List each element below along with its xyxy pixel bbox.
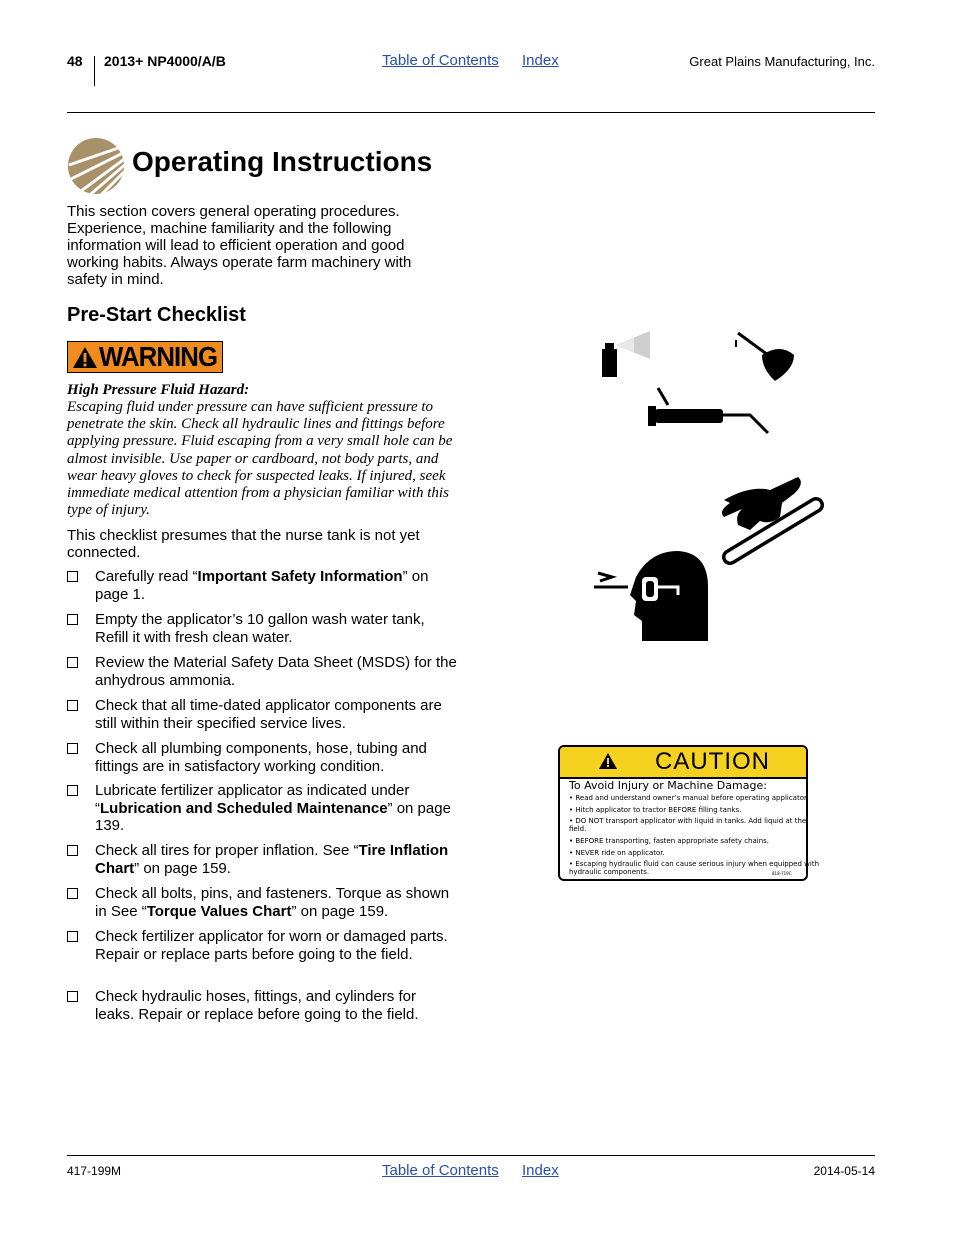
checklist-text: ” on page 1. [95, 568, 429, 603]
checkbox-icon [67, 931, 78, 942]
caution-triangle-icon [598, 752, 618, 770]
checklist-text: ” on page 159. [291, 902, 389, 920]
warning-label [67, 341, 223, 373]
caution-item: • NEVER ride on applicator. [569, 849, 665, 857]
checklist-text: Lubricate fertilizer applicator as indicated under “ [95, 782, 410, 817]
header-toc-link[interactable]: Table of Contents [382, 52, 499, 69]
footer-toc-link[interactable]: Table of Contents [382, 1162, 499, 1179]
warning-heading: High Pressure Fluid Hazard: [67, 382, 250, 398]
checklist-ref: Important Safety Information [197, 568, 403, 585]
checklist-item [67, 654, 457, 689]
checkbox-icon [67, 657, 78, 668]
header-index-link[interactable]: Index [522, 52, 559, 69]
checklist-item [67, 611, 457, 646]
page-number: 48 [67, 53, 83, 69]
safety-illustration [590, 325, 840, 655]
head-goggles-icon [594, 551, 708, 641]
checklist-text: Check fertilizer applicator for worn or damaged parts. Repair or replace parts before going to the field. [95, 928, 448, 963]
checklist-item [67, 740, 457, 775]
caution-heading: To Avoid Injury or Machine Damage: [569, 779, 767, 792]
caution-header [560, 747, 808, 779]
oil-can-icon [736, 333, 794, 381]
checklist-intro: This checklist presumes that the nurse tank is not yet connected. [67, 527, 420, 561]
checklist-text: ” on page 159. [134, 859, 231, 877]
checklist-text: Empty the applicator’s 10 gallon wash water tank, Refill it with fresh clean water. [95, 611, 425, 646]
checklist-item [67, 842, 457, 877]
checklist-ref: Torque Values Chart [146, 902, 292, 920]
checklist-text: Check hydraulic hoses, fittings, and cylinders for leaks. Repair or replace before going to the field. [95, 988, 419, 1023]
checkbox-icon [67, 743, 78, 754]
checklist-ref: Tire Inflation Chart [95, 842, 449, 877]
checkbox-icon [67, 888, 78, 899]
checklist-item [67, 697, 457, 732]
checklist-item [67, 885, 457, 920]
checkbox-icon [67, 785, 78, 796]
doc-number: 417-199M [67, 1164, 122, 1178]
warning-triangle-icon [72, 346, 98, 369]
checklist-item [67, 782, 457, 835]
caution-item: field. [569, 825, 587, 833]
caution-item: • BEFORE transporting, fasten appropriate safety chains. [569, 837, 770, 845]
spray-can-icon [602, 331, 650, 377]
page-title: Operating Instructions [132, 146, 433, 177]
hand-hose-icon [722, 477, 816, 557]
footer-date: 2014-05-14 [813, 1164, 875, 1178]
intro-paragraph: This section covers general operating procedures. Experience, machine familiarity and the following information will lead to efficient operation and good working habits. Always operate farm machinery with safety in mind. [67, 203, 412, 288]
caution-item: • Hitch applicator to tractor BEFORE filling tanks. [569, 806, 742, 814]
checkbox-icon [67, 700, 78, 711]
checklist-text: Check all tires for proper inflation. See “ [95, 842, 359, 859]
checklist-ref: Lubrication and Scheduled Maintenance [100, 799, 388, 817]
footer-index-link[interactable]: Index [522, 1162, 559, 1179]
checklist-text: Carefully read “ [95, 568, 198, 585]
checklist-item [67, 568, 457, 603]
footer-rule [67, 1155, 875, 1156]
checkbox-icon [67, 614, 78, 625]
caution-item: hydraulic components. [569, 868, 650, 876]
model-name: 2013+ NP4000/A/B [104, 53, 226, 69]
checklist-text: Check that all time-dated applicator components are still within their specified service lives. [95, 697, 442, 732]
checkbox-icon [67, 845, 78, 856]
header-divider [94, 56, 95, 86]
caution-item: • Read and understand owner’s manual before operating applicator. [569, 794, 809, 802]
checklist-item [67, 988, 457, 1023]
checklist-text: Check all plumbing components, hose, tubing and fittings are in satisfactory working condition. [95, 740, 427, 775]
checkbox-icon [67, 991, 78, 1002]
section-title: Pre-Start Checklist [67, 304, 246, 326]
checklist-text: Review the Material Safety Data Sheet (MSDS) for the anhydrous ammonia. [95, 654, 457, 689]
caution-label: CAUTION [655, 748, 770, 775]
caution-item: • DO NOT transport applicator with liquid in tanks. Add liquid at the [569, 817, 807, 825]
header-rule [67, 112, 875, 113]
warning-label-text: WARNING [99, 341, 218, 372]
decal-part-number: 818-719C [772, 871, 792, 876]
checkbox-icon [67, 571, 78, 582]
checklist-item [67, 928, 457, 963]
checklist-text: ” on page 139. [95, 799, 451, 834]
checklist-text: Check all bolts, pins, and fasteners. Torque as shown in See “ [95, 885, 450, 920]
company-name: Great Plains Manufacturing, Inc. [689, 54, 875, 69]
grease-gun-icon [648, 388, 768, 433]
warning-text: Escaping fluid under pressure can have sufficient pressure to penetrate the skin. Check all hydraulic lines and fittings before applying pressure. Fluid escaping from a very small hole can be almost invisible. Use paper or cardboard, not body parts, and wear heavy gloves to check for suspected leaks. If injured, seek immediate medical attention from a physician familiar with this type of injury. [67, 399, 453, 519]
caution-item: • Escaping hydraulic fluid can cause serious injury when equipped with [569, 860, 820, 868]
section-logo-icon [67, 137, 125, 195]
